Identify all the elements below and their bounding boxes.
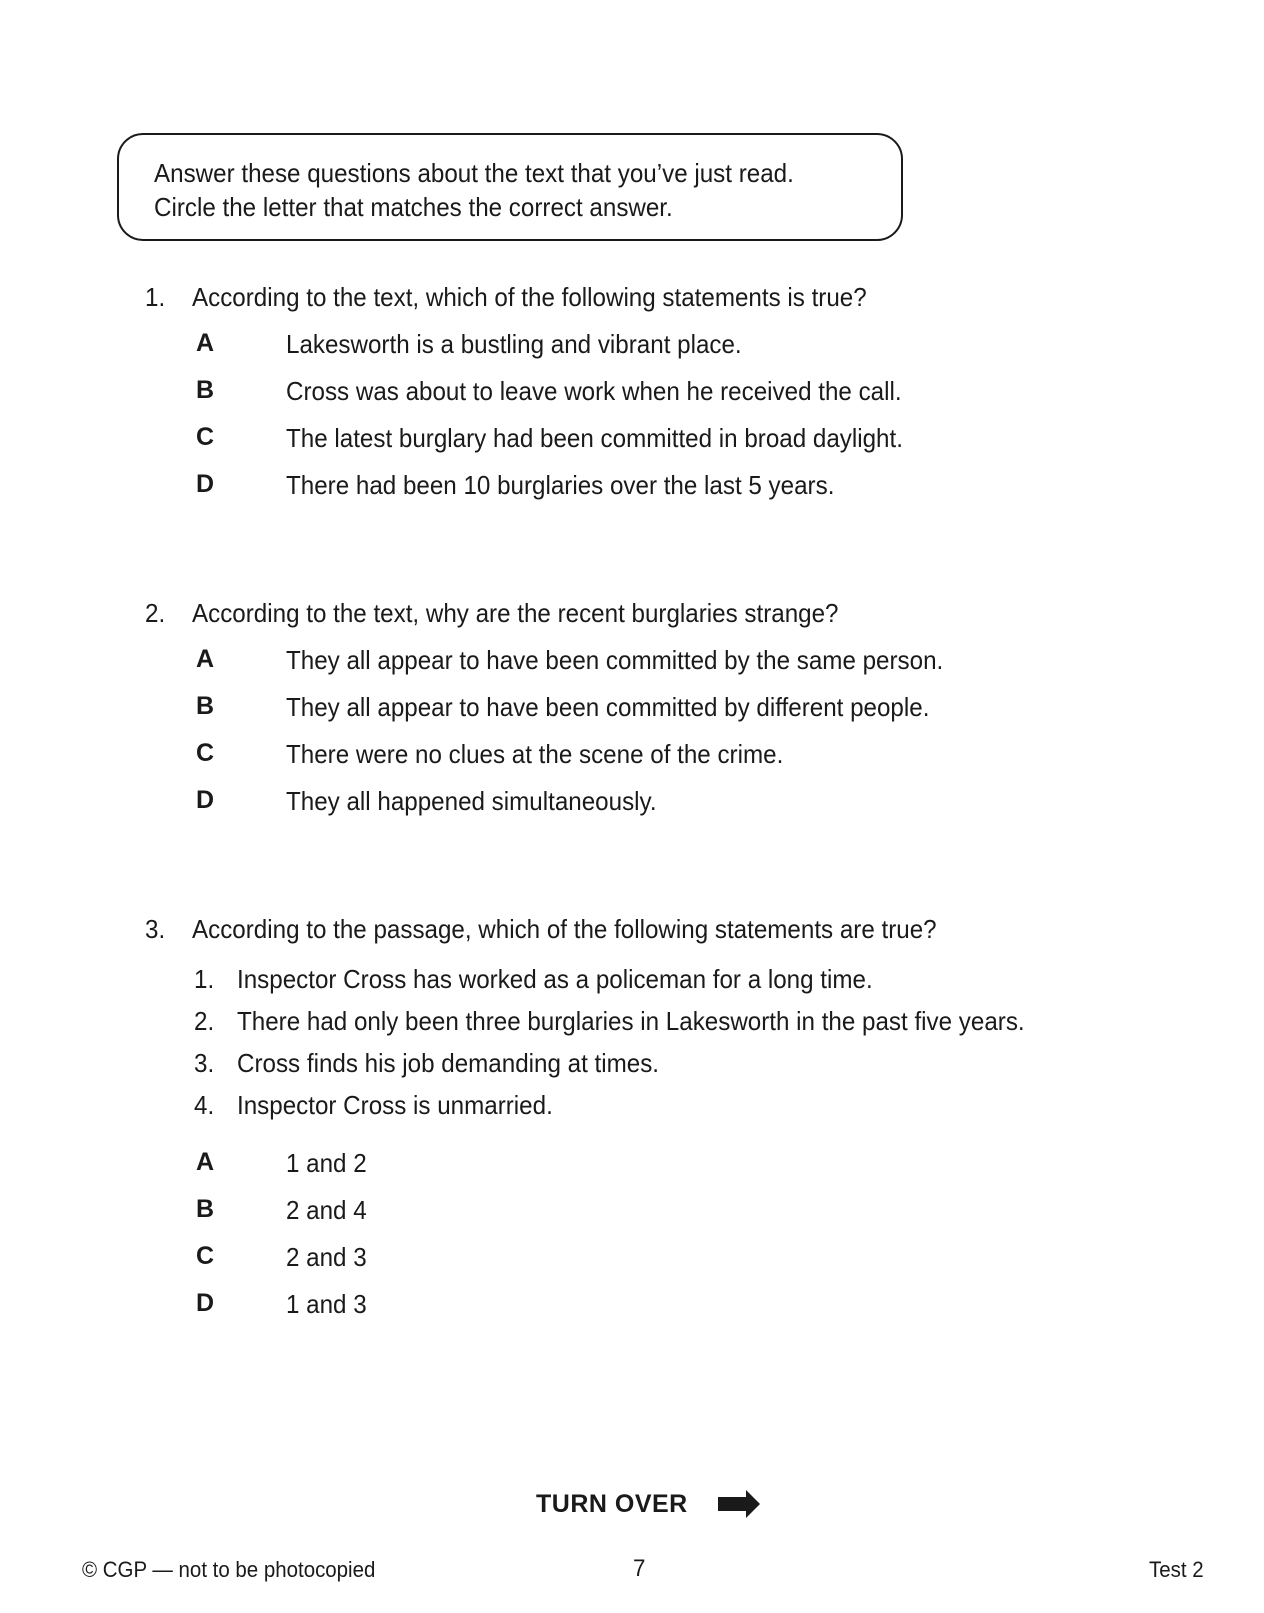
option-text: There were no clues at the scene of the crime. xyxy=(286,739,784,769)
option-letter-b[interactable]: B xyxy=(196,1195,215,1223)
statement-number: 2. xyxy=(194,1006,215,1036)
page-number: 7 xyxy=(633,1555,646,1582)
option-letter-d[interactable]: D xyxy=(196,470,215,498)
instructions-line-1: Answer these questions about the text that you’ve just read. xyxy=(154,158,794,188)
option-letter-c[interactable]: C xyxy=(196,423,215,451)
statement-number: 4. xyxy=(194,1090,215,1120)
option-letter-b[interactable]: B xyxy=(196,376,215,404)
option-text: 2 and 4 xyxy=(286,1195,367,1225)
statement-text: Inspector Cross has worked as a policeman for a long time. xyxy=(237,964,873,994)
copyright-notice: © CGP — not to be photocopied xyxy=(82,1557,376,1582)
option-text: 2 and 3 xyxy=(286,1242,367,1272)
option-letter-b[interactable]: B xyxy=(196,692,215,720)
option-text: 1 and 3 xyxy=(286,1289,367,1319)
option-letter-a[interactable]: A xyxy=(196,329,215,357)
question-number: 3. xyxy=(145,914,166,944)
statement-number: 1. xyxy=(194,964,215,994)
option-text: The latest burglary had been committed in broad daylight. xyxy=(286,423,903,453)
option-text: There had been 10 burglaries over the last 5 years. xyxy=(286,470,835,500)
statement-text: There had only been three burglaries in Lakesworth in the past five years. xyxy=(237,1006,1025,1036)
option-letter-c[interactable]: C xyxy=(196,739,215,767)
option-text: They all appear to have been committed by different people. xyxy=(286,692,930,722)
turn-over-label: TURN OVER xyxy=(536,1490,688,1518)
option-letter-a[interactable]: A xyxy=(196,645,215,673)
option-text: Cross was about to leave work when he received the call. xyxy=(286,376,902,406)
statement-text: Inspector Cross is unmarried. xyxy=(237,1090,553,1120)
test-label: Test 2 xyxy=(1149,1557,1204,1582)
option-text: 1 and 2 xyxy=(286,1148,367,1178)
option-text: They all appear to have been committed by the same person. xyxy=(286,645,944,675)
statement-text: Cross finds his job demanding at times. xyxy=(237,1048,660,1078)
question-text: According to the passage, which of the following statements are true? xyxy=(192,914,937,944)
option-letter-c[interactable]: C xyxy=(196,1242,215,1270)
question-text: According to the text, why are the recent burglaries strange? xyxy=(192,598,839,628)
option-letter-d[interactable]: D xyxy=(196,1289,215,1317)
instructions-line-2: Circle the letter that matches the correct answer. xyxy=(154,192,673,222)
statement-number: 3. xyxy=(194,1048,215,1078)
option-text: Lakesworth is a bustling and vibrant place. xyxy=(286,329,742,359)
option-text: They all happened simultaneously. xyxy=(286,786,657,816)
question-number: 2. xyxy=(145,598,166,628)
question-number: 1. xyxy=(145,282,166,312)
option-letter-a[interactable]: A xyxy=(196,1148,215,1176)
option-letter-d[interactable]: D xyxy=(196,786,215,814)
arrow-right-icon xyxy=(718,1490,762,1518)
question-text: According to the text, which of the following statements is true? xyxy=(192,282,867,312)
